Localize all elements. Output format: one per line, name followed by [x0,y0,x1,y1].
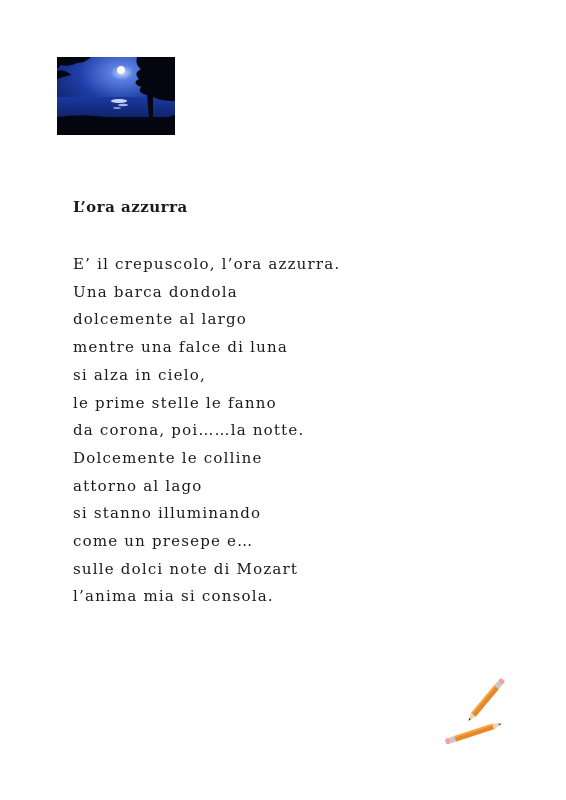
poem-line: sulle dolci note di Mozart [73,559,299,578]
poem-title: L’ora azzurra [73,198,188,216]
poem-line: l’anima mia si consola. [73,587,274,606]
poem-line: da corona, poi……la notte. [73,421,305,440]
poem-line: mentre una falce di luna [73,338,289,357]
poem-line: Dolcemente le colline [73,448,263,467]
poem-body [73,251,340,611]
poem-line: le prime stelle le fanno [73,393,277,412]
poem-line: attorno al lago [73,476,203,495]
pencils-icon [440,676,515,746]
poem-line: dolcemente al largo [73,310,247,329]
poem-line: come un presepe e… [73,532,254,551]
moonlit-lake-photo [57,57,175,135]
poem-line: si alza in cielo, [73,365,206,384]
poem-line: E’ il crepuscolo, l’ora azzurra. [73,255,341,273]
poem-line: Una barca dondola [73,282,238,301]
poem-line: si stanno illuminando [73,504,262,523]
